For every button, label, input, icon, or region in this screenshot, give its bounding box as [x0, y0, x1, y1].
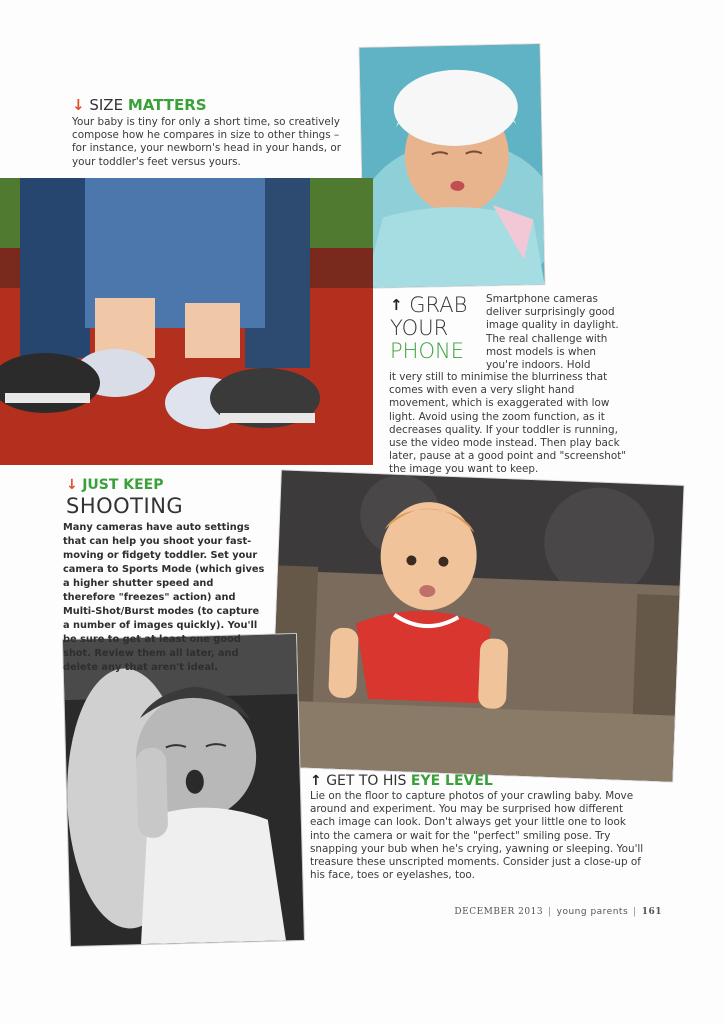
page-footer: DECEMBER 2013 | young parents | 161	[454, 907, 662, 917]
grab-phone-body-full: it very still to minimise the blurriness that comes with even a very slight hand movement, which is exaggerated with low light. Avoid using the zoom function, as it decreases quality. If your toddler is running, use the video mode instead. Then play back later, pause at a good point and "screenshot" the image you want to keep.	[389, 371, 627, 476]
page-number: 161	[641, 907, 662, 917]
grab-your-phone-heading: ↑ GRAB YOUR PHONE	[390, 293, 468, 363]
up-arrow-icon: ↑	[310, 773, 322, 789]
down-arrow-icon: ↓	[72, 96, 85, 114]
just-keep-shooting-heading: ↓ JUST KEEP SHOOTING	[66, 477, 184, 518]
size-matters-heading: ↓ SIZE MATTERS	[72, 96, 207, 114]
just-keep-body: Many cameras have auto settings that can help you shoot your fast-moving or fidgety toddler. Set your camera to Sports Mode (which gives a higher shutter speed and therefore "freezes" action) and Multi-Shot/Burst modes (to capture a number of images quickly). You'll be sure to get at least one good shot. Review them all later, and delete any that aren't ideal.	[63, 522, 265, 673]
grab-phone-body-side: Smartphone cameras deliver surprisingly good image quality in daylight. The real challenge with most models is when you're indoors. Hold	[486, 293, 619, 372]
eye-level-body: Lie on the floor to capture photos of your crawling baby. Move around and experiment. You may be surprised how different each image can look. Don't always get your little one to look into the camera or wait for the "perfect" smiling pose. Try snapping your bub when he's crying, yawning or sleeping. You'll treasure these unscripted moments. Consider just a close-up of his face, toes or eyelashes, too.	[310, 790, 644, 882]
yawning-baby-photo	[63, 634, 304, 946]
down-arrow-icon: ↓	[66, 477, 78, 493]
size-matters-body: Your baby is tiny for only a short time, so creatively compose how he compares in size to other things – for instance, your newborn's head in your hands, or your toddler's feet versus yours.	[72, 116, 342, 168]
crawling-baby-photo	[270, 470, 683, 781]
newborn-photo	[360, 44, 545, 288]
feet-photo	[0, 178, 373, 465]
footer-month: DECEMBER 2013	[454, 907, 544, 917]
up-arrow-icon: ↑	[390, 296, 403, 314]
footer-magazine: young parents	[556, 907, 629, 917]
eye-level-heading: ↑ GET TO HIS EYE LEVEL	[310, 773, 493, 789]
